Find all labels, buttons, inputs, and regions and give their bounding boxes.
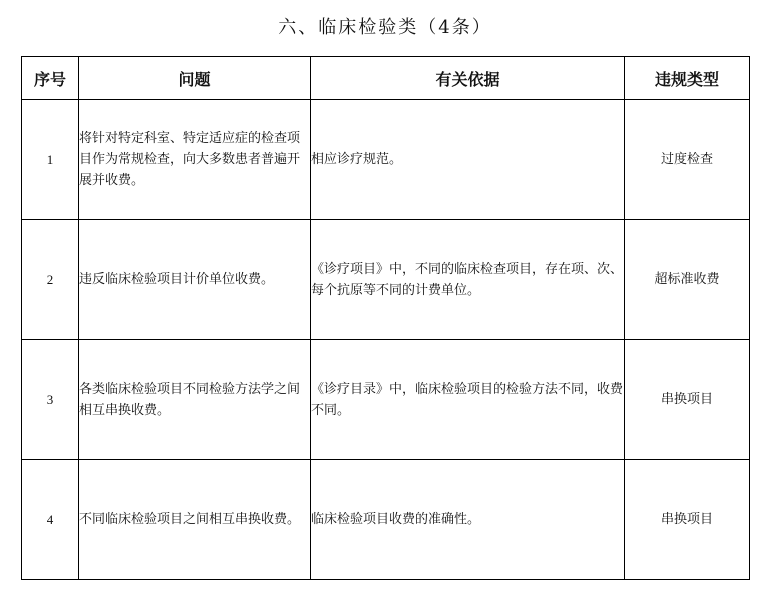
row-seq: 1 — [22, 100, 79, 220]
row-type: 过度检查 — [625, 100, 750, 220]
row-basis: 临床检验项目收费的准确性。 — [311, 460, 625, 580]
row-issue: 将针对特定科室、特定适应症的检查项目作为常规检查，向大多数患者普遍开展并收费。 — [79, 100, 311, 220]
rules-table — [21, 56, 750, 580]
row-type: 串换项目 — [625, 460, 750, 580]
row-seq: 4 — [22, 460, 79, 580]
row-basis: 《诊疗项目》中，不同的临床检查项目，存在项、次、每个抗原等不同的计费单位。 — [311, 220, 625, 340]
header-type: 违规类型 — [625, 57, 750, 100]
row-issue: 违反临床检验项目计价单位收费。 — [79, 220, 311, 340]
row-issue: 各类临床检验项目不同检验方法学之间相互串换收费。 — [79, 340, 311, 460]
table-row — [22, 340, 750, 460]
header-issue: 问题 — [79, 57, 311, 100]
row-issue: 不同临床检验项目之间相互串换收费。 — [79, 460, 311, 580]
table-header-row — [22, 57, 750, 100]
table-row — [22, 460, 750, 580]
row-basis: 相应诊疗规范。 — [311, 100, 625, 220]
header-seq: 序号 — [22, 57, 79, 100]
row-type: 串换项目 — [625, 340, 750, 460]
header-basis: 有关依据 — [311, 57, 625, 100]
row-seq: 3 — [22, 340, 79, 460]
table-row — [22, 100, 750, 220]
page-title: 六、临床检验类（4条） — [278, 17, 492, 38]
row-basis: 《诊疗目录》中，临床检验项目的检验方法不同，收费不同。 — [311, 340, 625, 460]
row-seq: 2 — [22, 220, 79, 340]
table-row — [22, 220, 750, 340]
row-type: 超标准收费 — [625, 220, 750, 340]
